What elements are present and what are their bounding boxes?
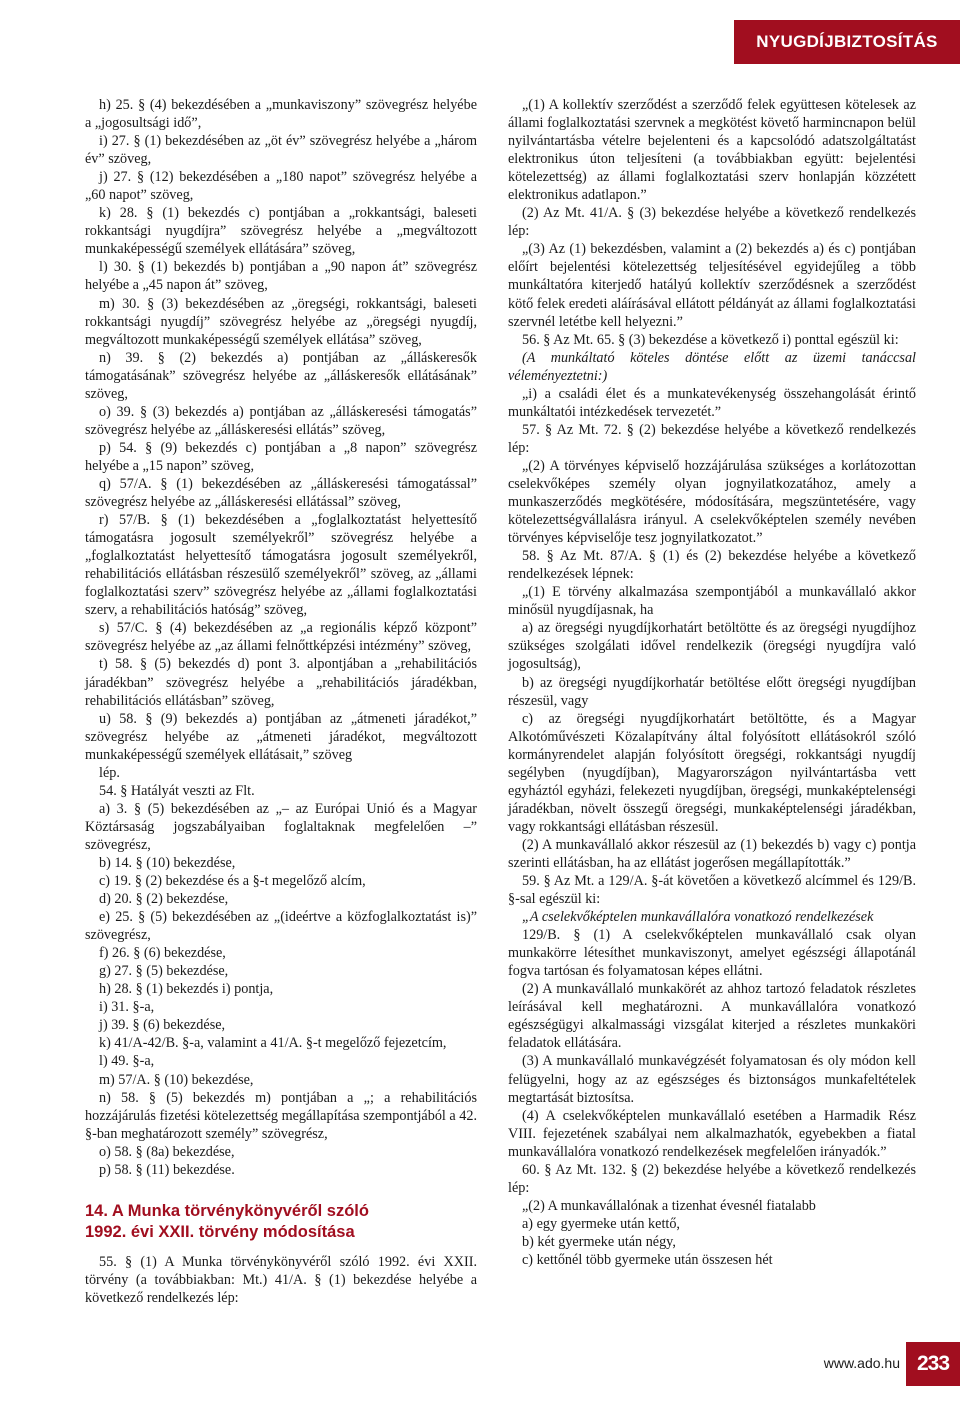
paragraph: e) 25. § (5) bekezdésében az „(ideértve a közfoglalkoztatást is)” szövegrész, [85,909,477,944]
paragraph: (2) A munkavállaló munkakörét az ahhoz tartozó feladatok részletes leírásával kell meghatározni. A munkavállalóra vonatkozó egészségügyi alkalmassági vizsgálat kiterjed a részletes munkaköri feladatok ellátására. [508,981,916,1052]
paragraph: u) 58. § (9) bekezdés a) pontjában az „átmeneti járadékot,” szövegrész helyébe az „átmeneti járadékot, megváltozott munkaképességű személyek ellátásait,” szöveg [85,710,477,763]
section-title: NYUGDÍJBIZTOSÍTÁS [734,20,960,64]
paragraph: 60. § Az Mt. 132. § (2) bekezdése helyébe a következő rendelkezés lép: [508,1161,916,1196]
paragraph: t) 58. § (5) bekezdés d) pont 3. alpontjában a „rehabilitációs járadékban” szövegrész helyébe a „rehabilitációs járadékban, rehabilitációs ellátásban” szöveg, [85,656,477,709]
paragraph: o) 39. § (3) bekezdés a) pontjában az „álláskeresési támogatás” szövegrész helyébe az „álláskeresési ellátás” szöveg, [85,403,477,438]
paragraph: m) 30. § (3) bekezdésében az „öregségi, rokkantsági, baleseti rokkantsági nyugdíj” szövegrész helyébe az „öregségi nyugdíj, megváltozott munkaképességű személyek ellátása” szöveg, [85,295,477,348]
paragraph: (4) A cselekvőképtelen munkavállaló esetében a Harmadik Rész VIII. fejezetének szabályai nem alkalmazhatók, egyebekben a fiatal munkavállalóra vonatkozó rendelkezések megfelelően irányadók.” [508,1107,916,1160]
paragraph: s) 57/C. § (4) bekezdésében az „a regionális képző központ” szövegrész helyébe az „az állami felnőttképzési intézmény” szöveg, [85,620,477,655]
paragraph: lép. [99,764,120,781]
paragraph: 56. § Az Mt. 65. § (3) bekezdése a következő i) ponttal egészül ki: [522,331,899,348]
paragraph: 57. § Az Mt. 72. § (2) bekezdése helyébe a következő rendelkezés lép: [508,421,916,456]
paragraph: h) 25. § (4) bekezdésében a „munkaviszony” szövegrész helyébe a „jogosultsági idő”, [85,97,477,132]
page-number: 233 [906,1342,960,1386]
paragraph: 54. § Hatályát veszti az Flt. [99,782,255,799]
paragraph: n) 39. § (2) bekezdés a) pontjában az „álláskeresők támogatásának” szövegrész helyébe az „álláskeresők ellátásának” szöveg, [85,349,477,402]
chapter-heading-line: 14. A Munka törvénykönyvéről szóló [85,1201,369,1220]
chapter-heading [85,1201,477,1243]
paragraph: „i) a családi élet és a munkatevékenység összehangolását érintő munkáltatói intézkedések tervezetét.” [508,385,916,420]
page-footer [760,1342,960,1386]
paragraph: a) 3. § (5) bekezdésében az „– az Európai Unió és a Magyar Köztársaság jogszabályaiban foglaltaknak megfelelően –” szövegrész, [85,800,477,853]
footer-website: www.ado.hu [823,1355,900,1371]
paragraph: 58. § Az Mt. 87/A. § (1) és (2) bekezdése helyébe a következő rendelkezések lépnek: [508,548,916,583]
paragraph: „(1) E törvény alkalmazása szempontjából a munkavállaló akkor minősül nyugdíjasnak, ha [508,584,916,619]
page-header [0,0,960,70]
paragraph: 129/B. § (1) A cselekvőképtelen munkavállaló csak olyan munkakörre létesíthet munkaviszonyt, amelyet egészségi állapotánál fogva tartósan és folyamatosan képes ellátni. [508,927,916,980]
paragraph: 55. § (1) A Munka törvénykönyvéről szóló 1992. évi XXII. törvény (a továbbiakban: Mt.) 41/A. § (1) bekezdése helyébe a következő rendelkezés lép: [85,1253,477,1306]
paragraph: p) 54. § (9) bekezdés c) pontjában a „8 napon” szövegrész helyébe a „15 napon” szöveg, [85,439,477,474]
paragraph: r) 57/B. § (1) bekezdésében a „foglalkoztatást helyettesítő támogatásra jogosult személyekről” szövegrész helyébe a „foglalkoztatást helyettesítő támogatásra jogosult személyekről, rehabilitációs ellátásban részesülő személyekről” szöveg, az „állami foglalkoztatási szerv” szövegrész helyébe az „állami foglalkoztatási szerv, a rehabilitációs hatóság” szöveg, [85,512,477,619]
paragraph: c) az öregségi nyugdíjkorhatárt betöltötte, és a Magyar Alkotóművészeti Közalapítvány által folyósított ellátásokról szóló kormányrendelet alapján folyósított öregségi, rokkantsági nyugdíj segélyben (nyugdíjban), Magyarországon nyilvántartásba vett egyháztól egyházi, felekezeti nyugdíjban, öregségi, munkaképtelenségi járadékban, növelt összegű öregségi, munkaképtelenségi járadékban, vagy rokkantsági ellátásban részesül. [508,710,916,835]
paragraph: k) 28. § (1) bekezdés c) pontjában a „rokkantsági, baleseti rokkantsági nyugdíjra” szövegrész helyébe a „megváltozott munkaképességű személyek ellátására” szöveg, [85,205,477,258]
paragraph: „(3) Az (1) bekezdésben, valamint a (2) bekezdés a) és c) pontjában előírt bejelentési kötelezettség teljesítésével egyidejűleg a több munkáltatóra kiterjedő hatályú kollektív szerződésnek a szerződést kötő felek eredeti aláírásával ellátott példányát az állami foglalkoztatási szervnél letétbe kell helyezni.” [508,241,916,330]
paragraph: b) az öregségi nyugdíjkorhatár betöltése előtt öregségi nyugdíjban részesül, vagy [508,674,916,709]
paragraph: (3) A munkavállaló munkavégzését folyamatosan és oly módon kell felügyelni, hogy az az egészséges és biztonságos munkafeltételek megtartását biztosítsa. [508,1053,916,1106]
paragraph: j) 27. § (12) bekezdésében a „180 napot” szövegrész helyébe a „60 napot” szöveg, [85,169,477,204]
paragraph: c) kettőnél több gyermeke után összesen hét [522,1252,773,1268]
paragraph: l) 49. §-a, [99,1053,155,1070]
paragraph: g) 27. § (5) bekezdése, [99,963,229,980]
paragraph: „(1) A kollektív szerződést a szerződő felek együttesen kötelesek az állami foglalkoztatási szervnek a megkötést követő harmincnapon belül nyilvántartásba vételre bejelenteni és a kapcsolódó adatszolgáltatást elektronikus úton teljesíteni (a továbbiakban együtt: bejelentési kötelezettség) az állami foglalkoztatási szerv honlapján közzétett elektronikus adatlapon.” [508,97,916,204]
paragraph: j) 39. § (6) bekezdése, [99,1017,226,1034]
paragraph: (2) A munkavállaló akkor részesül az (1) bekezdés b) vagy c) pontja szerinti ellátásban, ha az ellátást jogerősen megállapították.” [508,836,916,871]
paragraph: „A cselekvőképtelen munkavállalóra vonatkozó rendelkezések [522,909,874,926]
paragraph: f) 26. § (6) bekezdése, [99,945,226,962]
left-column [85,96,477,1307]
paragraph: a) az öregségi nyugdíjkorhatárt betöltötte és az öregségi nyugdíjhoz szükséges szolgálati idővel rendelkezik (öregségi nyugdíjra való jogosultság), [508,620,916,673]
paragraph: i) 27. § (1) bekezdésében az „öt év” szövegrész helyébe a „három év” szöveg, [85,133,477,168]
chapter-heading-line: 1992. évi XXII. törvény módosítása [85,1222,355,1241]
paragraph: n) 58. § (5) bekezdés m) pontjában a „; a rehabilitációs hozzájárulás fizetési kötelezettség megállapítása szempontjából a 42. §-ban meghatározott személy” szövegrész, [85,1089,477,1142]
paragraph: i) 31. §-a, [99,999,155,1016]
paragraph: p) 58. § (11) bekezdése. [99,1161,235,1178]
paragraph: d) 20. § (2) bekezdése, [99,891,229,908]
paragraph: (A munkáltató köteles döntése előtt az üzemi tanáccsal véleményeztetni:) [508,349,916,384]
paragraph: b) két gyermeke után négy, [522,1233,676,1250]
paragraph: l) 30. § (1) bekezdés b) pontjában a „90 napon át” szövegrész helyébe a „45 napon át” szöveg, [85,259,477,294]
paragraph: „(2) A munkavállalónak a tizenhat évesnél fiatalabb [522,1197,816,1214]
paragraph: 59. § Az Mt. a 129/A. §-át követően a következő alcímmel és 129/B. §-sal egészül ki: [508,873,916,908]
paragraph: (2) Az Mt. 41/A. § (3) bekezdése helyébe a következő rendelkezés lép: [508,205,916,240]
paragraph: „(2) A törvényes képviselő hozzájárulása szükséges a korlátozottan cselekvőképes személy olyan jognyilatkozatához, amely a munkaszerződés megkötésére, módosítására, megszüntetésére, vagy kötelezettségvállalásra irányul. A cselekvőképtelen személy nevében törvényes képviselője tesz jognyilatkozatot.” [508,457,916,547]
paragraph: m) 57/A. § (10) bekezdése, [99,1071,254,1088]
paragraph: o) 58. § (8a) bekezdése, [99,1143,235,1160]
paragraph: c) 19. § (2) bekezdése és a §-t megelőző alcím, [99,873,366,890]
paragraph: h) 28. § (1) bekezdés i) pontja, [99,981,274,998]
paragraph: b) 14. § (10) bekezdése, [99,854,236,871]
paragraph: k) 41/A-42/B. §-a, valamint a 41/A. §-t megelőző fejezetcím, [99,1035,447,1052]
paragraph: a) egy gyermeke után kettő, [522,1215,680,1232]
paragraph: q) 57/A. § (1) bekezdésében az „álláskeresési támogatással” szövegrész helyébe az „álláskeresési ellátással” szöveg, [85,475,477,511]
right-column [508,96,916,1269]
